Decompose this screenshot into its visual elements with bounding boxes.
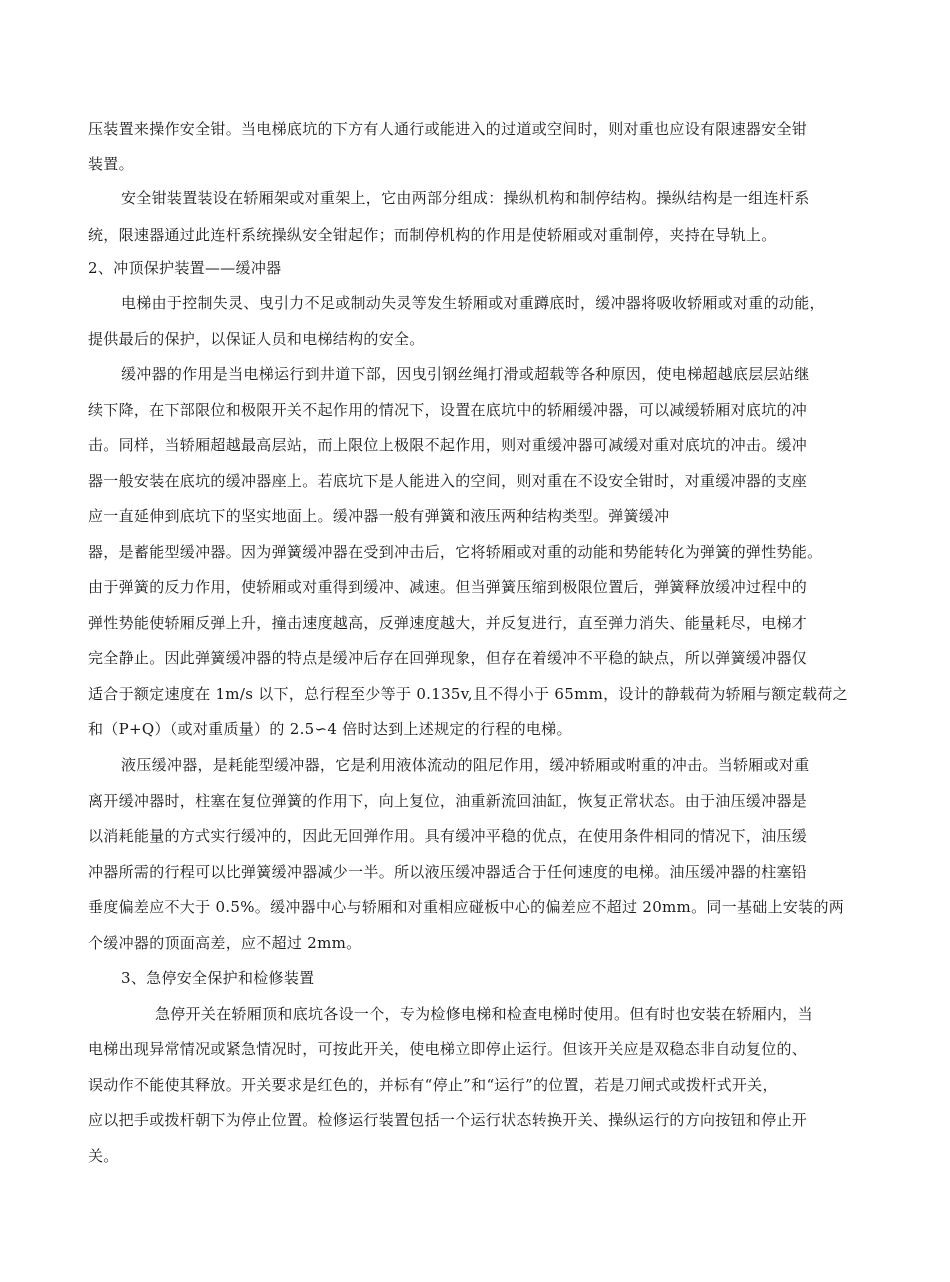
text-line: 应以把手或拨杆朝下为停止位置。检修运行装置包括一个运行状态转换开关、操纵运行的方向按钮和停止开 [88, 1111, 808, 1129]
section-heading: 2、冲顶保护装置——缓冲器 [88, 259, 282, 277]
text-line: 适合于额定速度在 1m/s 以下，总行程至少等于 0.135v,且不得小于 65mm，设计的静载荷为轿厢与额定载荷之 [88, 685, 848, 703]
text-line: 由于弹簧的反力作用，使轿厢或对重得到缓冲、减速。但当弹簧压缩到极限位置后，弹簧释放缓冲过程中的 [88, 578, 808, 596]
text-line: 离开缓冲器时，柱塞在复位弹簧的作用下，向上复位，油重新流回油缸，恢复正常状态。由于油压缓冲器是 [88, 792, 808, 810]
text-line: 统，限速器通过此连杆系统操纵安全钳起作；而制停机构的作用是使轿厢或对重制停，夹持在导轨上。 [88, 226, 777, 244]
text-line: 电梯出现异常情况或紧急情况时，可按此开关，使电梯立即停止运行。但该开关应是双稳态非自动复位的、 [88, 1040, 808, 1058]
text-line: 安全钳装置装设在轿厢架或对重架上，它由两部分组成：操纵机构和制停结构。操纵结构是一组连杆系 [121, 189, 810, 207]
text-line: 提供最后的保护，以保证人员和电梯结构的安全。 [88, 330, 425, 348]
text-line: 以消耗能量的方式实行缓冲的，因此无回弹作用。具有缓冲平稳的优点，在使用条件相同的情况下，油压缓 [88, 827, 808, 845]
text-line: 冲器所需的行程可以比弹簧缓冲器减少一半。所以液压缓冲器适合于任何速度的电梯。油压缓冲器的柱塞铅 [88, 863, 808, 881]
text-line: 弹性势能使轿厢反弹上升，撞击速度越高，反弹速度越大，并反复进行，直至弹力消失、能量耗尽，电梯才 [88, 614, 808, 632]
text-line: 急停开关在轿厢顶和底坑各设一个，专为检修电梯和检查电梯时使用。但有时也安装在轿厢内，当 [155, 1005, 813, 1023]
text-line: 器一般安装在底坑的缓冲器座上。若底坑下是人能进入的空间，则对重在不设安全钳时，对重缓冲器的支座 [88, 472, 808, 490]
text-line: 和（P+Q）（或对重质量）的 2.5∽4 倍时达到上述规定的行程的电梯。 [88, 720, 572, 738]
text-line: 电梯由于控制失灵、曳引力不足或制动失灵等发生轿厢或对重蹲底时，缓冲器将吸收轿厢或对重的动能， [121, 294, 825, 312]
text-line: 液压缓冲器，是耗能型缓冲器，它是利用液体流动的阻尼作用，缓冲轿厢或咐重的冲击。当轿厢或对重 [121, 756, 810, 774]
text-line: 垂度偏差应不大于 0.5%。缓冲器中心与轿厢和对重相应碰板中心的偏差应不超过 20mm。同一基础上安装的两 [88, 898, 845, 916]
text-line: 个缓冲器的顶面高差，应不超过 2mm。 [88, 934, 362, 952]
text-line: 应一直延伸到底坑下的坚实地面上。缓冲器一般有弹簧和液压两种结构类型。弹簧缓冲 [88, 507, 670, 525]
text-line: 击。同样，当轿厢超越最高层站，而上限位上极限不起作用，则对重缓冲器可减缓对重对底坑的冲击。缓冲 [88, 436, 808, 454]
text-line: 缓冲器的作用是当电梯运行到井道下部，因曳引钢丝绳打滑或超载等各种原因，使电梯超越底层层站继 [121, 365, 810, 383]
text-line: 装置。 [88, 155, 134, 173]
text-line: 关。 [88, 1147, 119, 1165]
text-line: 完全静止。因此弹簧缓冲器的特点是缓冲后存在回弹现象，但存在着缓冲不平稳的缺点，所以弹簧缓冲器仅 [88, 649, 808, 667]
text-line: 压装置来操作安全钳。当电梯底坑的下方有人通行或能进入的过道或空间时，则对重也应设有限速器安全钳 [88, 120, 808, 138]
text-line: 误动作不能使其释放。开关要求是红色的，并标有“停止”和“运行”的位置，若是刀闸式或拨杆式开关， [88, 1076, 778, 1094]
text-line: 续下降，在下部限位和极限开关不起作用的情况下，设置在底坑中的轿厢缓冲器，可以减缓轿厢对底坑的冲 [88, 401, 808, 419]
section-heading: 3、急停安全保护和检修装置 [121, 969, 315, 987]
text-line: 器，是蓄能型缓冲器。因为弹簧缓冲器在受到冲击后，它将轿厢或对重的动能和势能转化为弹簧的弹性势能。 [88, 543, 823, 561]
